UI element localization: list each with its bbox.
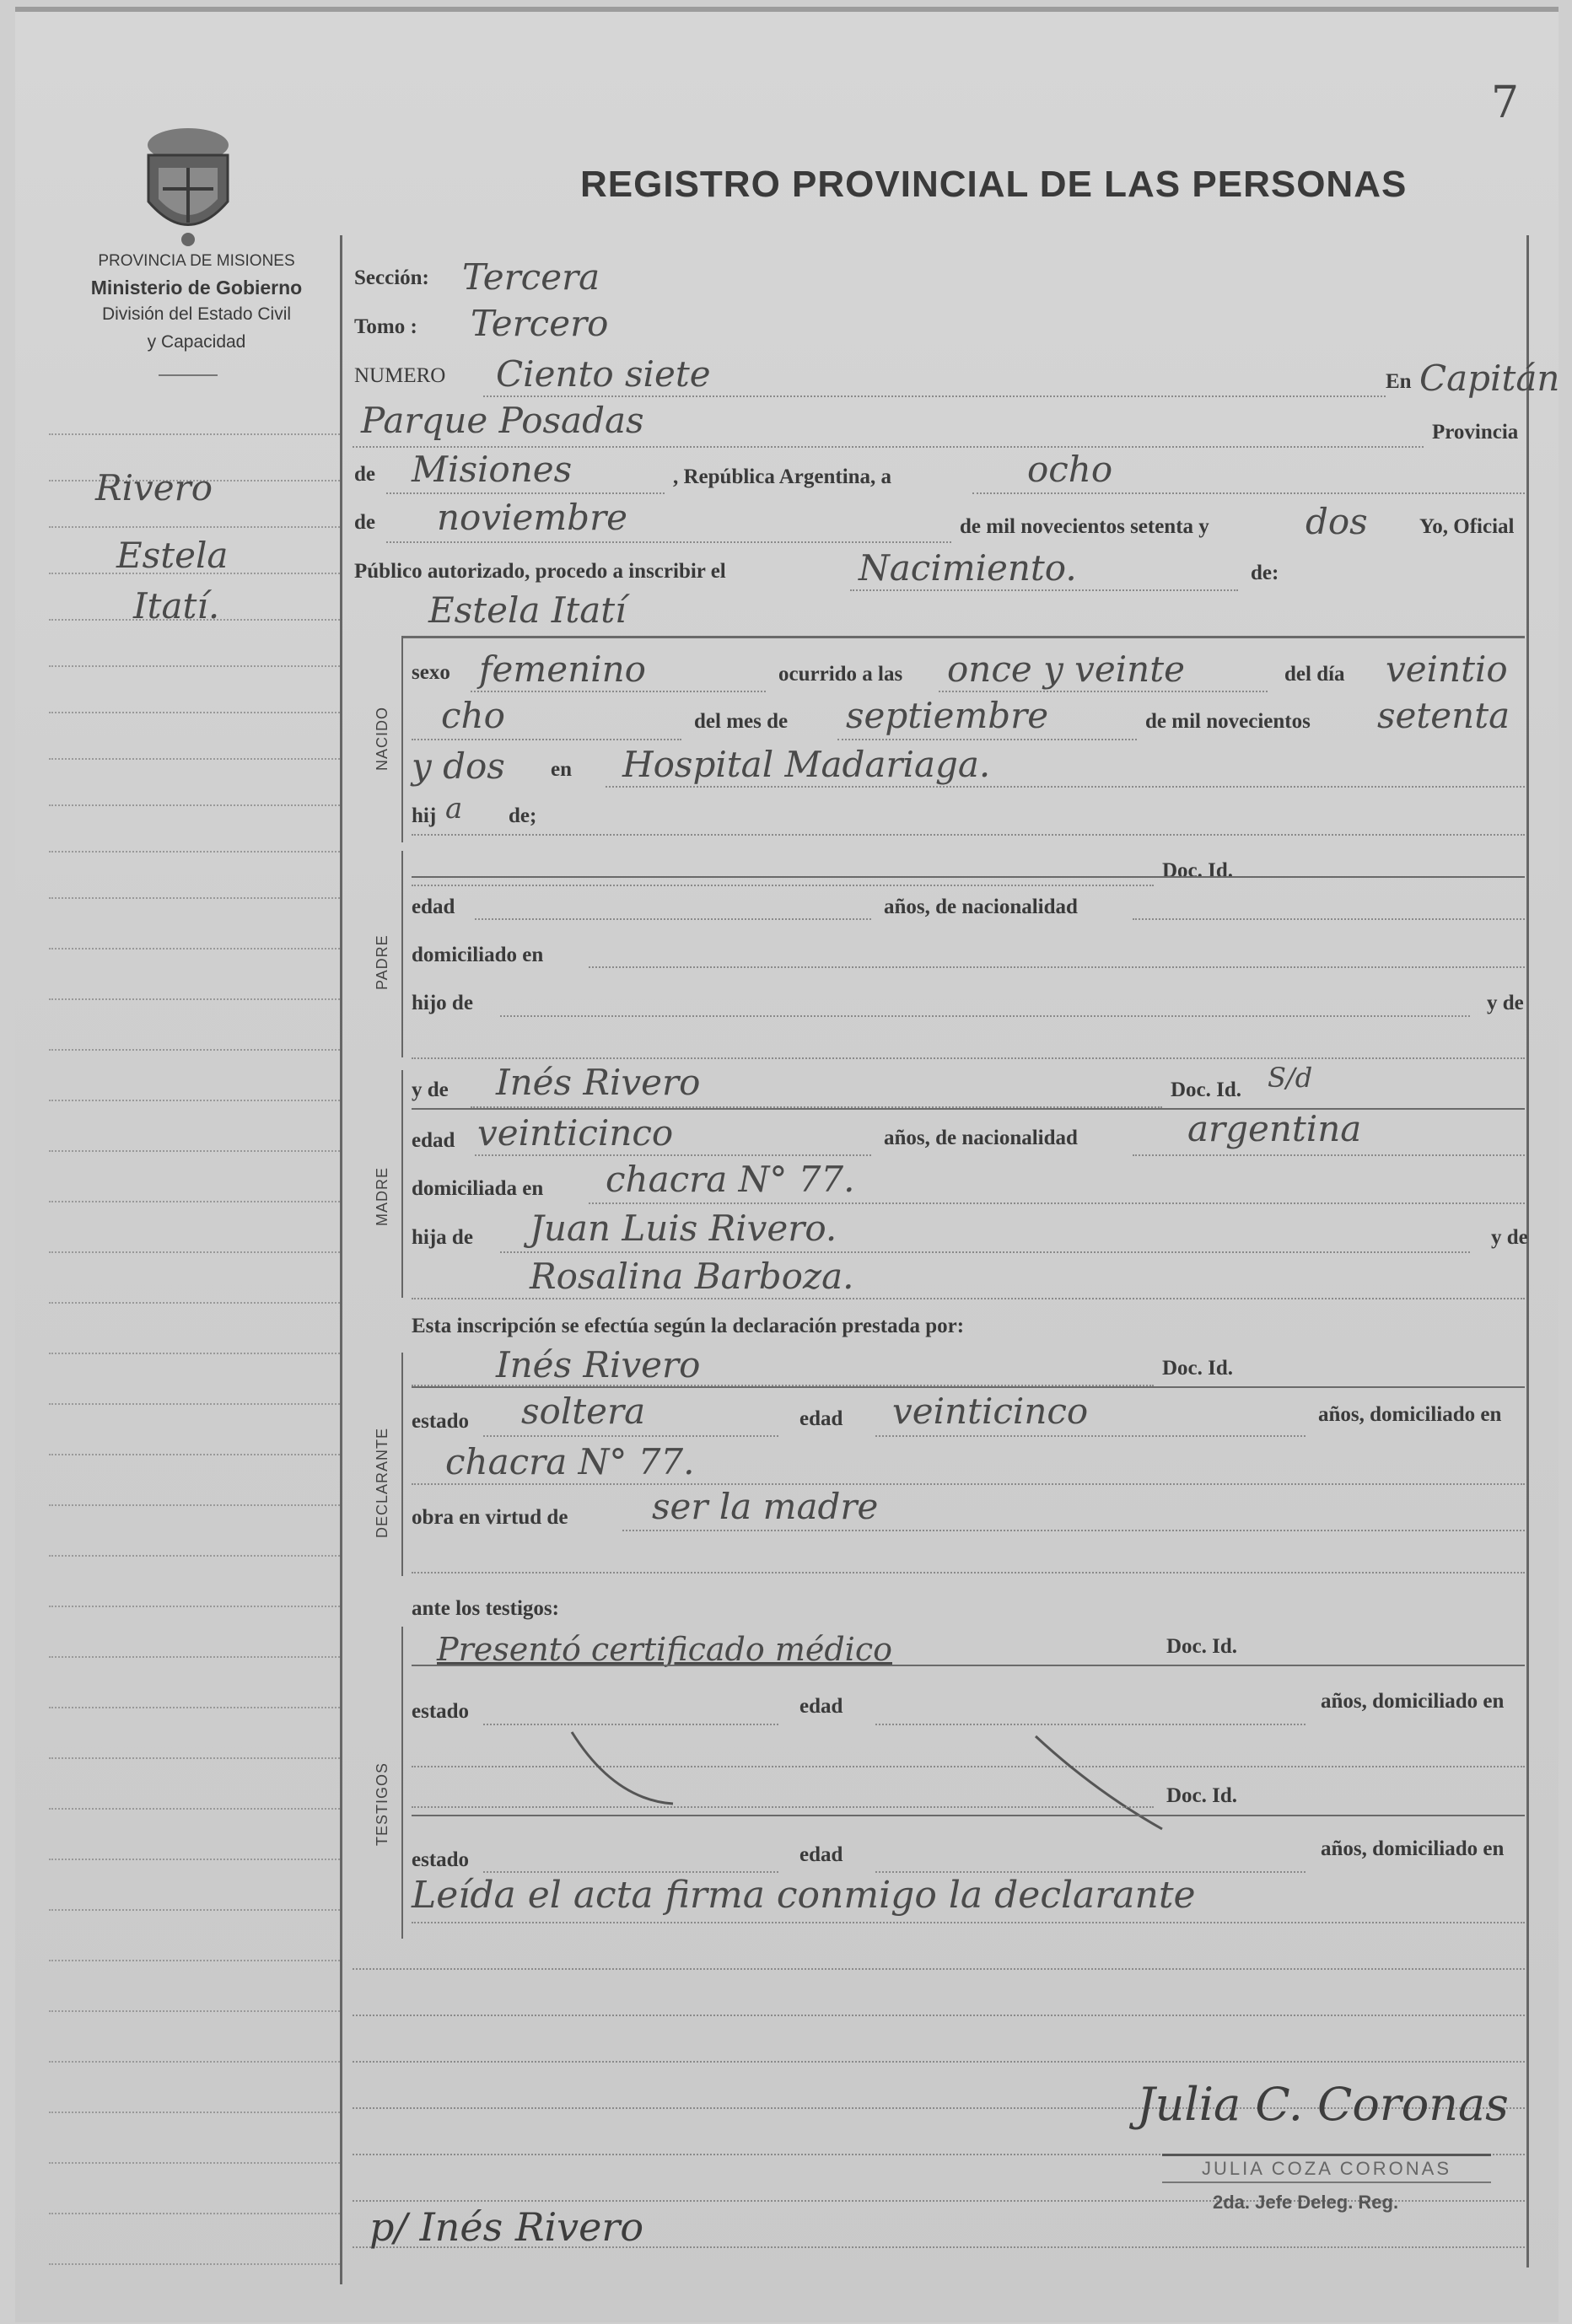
main-left-border: [340, 235, 342, 2284]
nacido-en-label: en: [551, 758, 572, 781]
declarante-edad-label: edad: [799, 1407, 843, 1430]
declarante-doc-label: Doc. Id.: [1162, 1357, 1234, 1380]
hijo-label: hij: [412, 804, 437, 827]
sexo-value: femenino: [479, 648, 646, 690]
padre-doc-label: Doc. Id.: [1162, 859, 1234, 882]
padre-edad-label: edad: [412, 896, 455, 918]
org-ministry: Ministerio de Gobierno: [90, 277, 303, 299]
testigos-domicilio2-label: años, domiciliado en: [1321, 1837, 1505, 1860]
del-dia-label: del día: [1284, 663, 1345, 686]
madre-domicilio-value: chacra N° 77.: [606, 1159, 855, 1200]
dia-value-1: veintio: [1386, 648, 1508, 690]
cierre-value: Leída el acta firma conmigo la declarante: [412, 1874, 1196, 1917]
madre-doc-value: S/d: [1268, 1062, 1313, 1094]
declarante-nombre-value: Inés Rivero: [496, 1344, 701, 1385]
declarante-section-label: DECLARANTE: [374, 1427, 390, 1538]
testigos-domicilio-label: años, domiciliado en: [1321, 1690, 1505, 1713]
en-label: En: [1386, 370, 1412, 393]
main-right-border: [1526, 235, 1529, 2268]
org-province: PROVINCIA DE MISIONES: [98, 252, 295, 270]
de-label: de: [354, 463, 375, 486]
declarante-edad-value: veinticinco: [892, 1391, 1089, 1432]
numero-value: Ciento siete: [496, 353, 711, 395]
declarante-estado-value: soltera: [521, 1391, 646, 1432]
nacido-anio-value-2: y dos: [412, 745, 505, 787]
page-number: 7: [1491, 78, 1520, 128]
official-signature: Julia C. Coronas: [1137, 2078, 1509, 2131]
madre-y-de2-label: y de: [1491, 1226, 1528, 1249]
mes-label: del mes de: [694, 710, 789, 733]
strike-stroke: [521, 1724, 1196, 1842]
nacido-lugar-value: Hospital Madariaga.: [622, 744, 991, 785]
testigos-estado2-label: estado: [412, 1848, 470, 1871]
declarante-signature: p/ Inés Rivero: [369, 2204, 644, 2250]
org-division: División del Estado Civil: [101, 304, 292, 324]
dia-value: ocho: [1027, 449, 1113, 490]
madre-doc-label: Doc. Id.: [1171, 1079, 1242, 1101]
publico-label: Público autorizado, procedo a inscribir el: [354, 560, 726, 583]
seccion-label: Sección:: [354, 266, 429, 289]
provincia-label: Provincia: [1432, 421, 1519, 444]
declarante-domicilio-label: años, domiciliado en: [1318, 1403, 1502, 1426]
anio-label: de mil novecientos setenta y: [960, 515, 1209, 538]
official-stamp-role: 2da. Jefe Deleg. Reg.: [1213, 2192, 1399, 2213]
provincia-value: Misiones: [412, 449, 573, 490]
document-title: REGISTRO PROVINCIAL DE LAS PERSONAS: [580, 164, 1408, 205]
official-stamp-name: JULIA COZA CORONAS: [1162, 2154, 1491, 2183]
testigos-estado-label: estado: [412, 1700, 470, 1723]
nacido-section-label: NACIDO: [374, 706, 390, 771]
sexo-label: sexo: [412, 661, 450, 684]
de2-label: de: [354, 511, 375, 534]
padre-y-de-label: y de: [1487, 992, 1524, 1014]
testigos-edad-label: edad: [799, 1695, 843, 1718]
hijo-suffix: a: [445, 792, 463, 826]
coat-of-arms-icon: [133, 121, 243, 248]
ocurrido-label: ocurrido a las: [778, 663, 903, 686]
declarante-estado-label: estado: [412, 1410, 470, 1433]
madre-madre-value: Rosalina Barboza.: [530, 1256, 854, 1297]
testigos-section-label: TESTIGOS: [374, 1762, 390, 1846]
padre-domicilio-label: domiciliado en: [412, 944, 544, 966]
padre-section-label: PADRE: [374, 934, 390, 990]
declarante-obra-value: ser la madre: [652, 1486, 879, 1527]
margin-middlename: Itatí.: [133, 585, 220, 627]
testigos-doc-label: Doc. Id.: [1166, 1635, 1238, 1658]
padre-hijo-de-label: hijo de: [412, 992, 473, 1014]
madre-nombre-value: Inés Rivero: [496, 1062, 701, 1103]
madre-edad-label: edad: [412, 1129, 455, 1152]
anio-value: dos: [1306, 501, 1368, 542]
org-divider: [159, 374, 218, 376]
declarante-domicilio-value: chacra N° 77.: [445, 1441, 695, 1482]
numero-label: NUMERO: [354, 364, 446, 387]
hora-value: once y veinte: [947, 648, 1185, 690]
nacido-mes-value: septiembre: [846, 695, 1049, 736]
dia-value-2: cho: [441, 695, 505, 736]
margin-firstname: Estela: [116, 535, 229, 576]
nacido-anio-label: de mil novecientos: [1145, 710, 1311, 733]
hijo-de-label: de;: [509, 804, 537, 827]
testigos-ante-label: ante los testigos:: [412, 1597, 559, 1620]
document-page: [15, 7, 1559, 2322]
testigo1-value: Presentó certificado médico: [437, 1631, 892, 1668]
testigos-edad2-label: edad: [799, 1843, 843, 1866]
tomo-value: Tercero: [471, 303, 609, 344]
declarante-intro-label: Esta inscripción se efectúa según la declaración prestada por:: [412, 1315, 965, 1337]
de3-label: de:: [1251, 562, 1279, 584]
madre-hija-de-label: hija de: [412, 1226, 473, 1249]
oficial-label: Yo, Oficial: [1419, 515, 1515, 538]
madre-section-label: MADRE: [374, 1166, 390, 1226]
declarante-obra-label: obra en virtud de: [412, 1506, 568, 1529]
nacido-anio-value: setenta: [1377, 695, 1510, 736]
nombre-value: Estela Itatí: [428, 589, 627, 631]
madre-domicilio-label: domiciliada en: [412, 1177, 544, 1200]
madre-padre-value: Juan Luis Rivero.: [530, 1208, 837, 1249]
tomo-label: Tomo :: [354, 315, 417, 338]
madre-nacionalidad-label: años, de nacionalidad: [884, 1127, 1078, 1149]
madre-edad-value: veinticinco: [477, 1112, 674, 1154]
testigos-doc2-label: Doc. Id.: [1166, 1784, 1238, 1807]
mes-value: noviembre: [437, 497, 627, 538]
madre-y-de-label: y de: [412, 1079, 449, 1101]
org-division-2: y Capacidad: [147, 332, 246, 352]
republica-label: , República Argentina, a: [673, 465, 892, 488]
en-value: Capitán: [1419, 358, 1560, 399]
margin-surname: Rivero: [95, 467, 213, 508]
seccion-value: Tercera: [462, 256, 600, 298]
padre-nacionalidad-label: años, de nacionalidad: [884, 896, 1078, 918]
acto-value: Nacimiento.: [859, 547, 1077, 589]
lugar-value: Parque Posadas: [361, 400, 644, 441]
madre-nacionalidad-value: argentina: [1187, 1108, 1362, 1149]
